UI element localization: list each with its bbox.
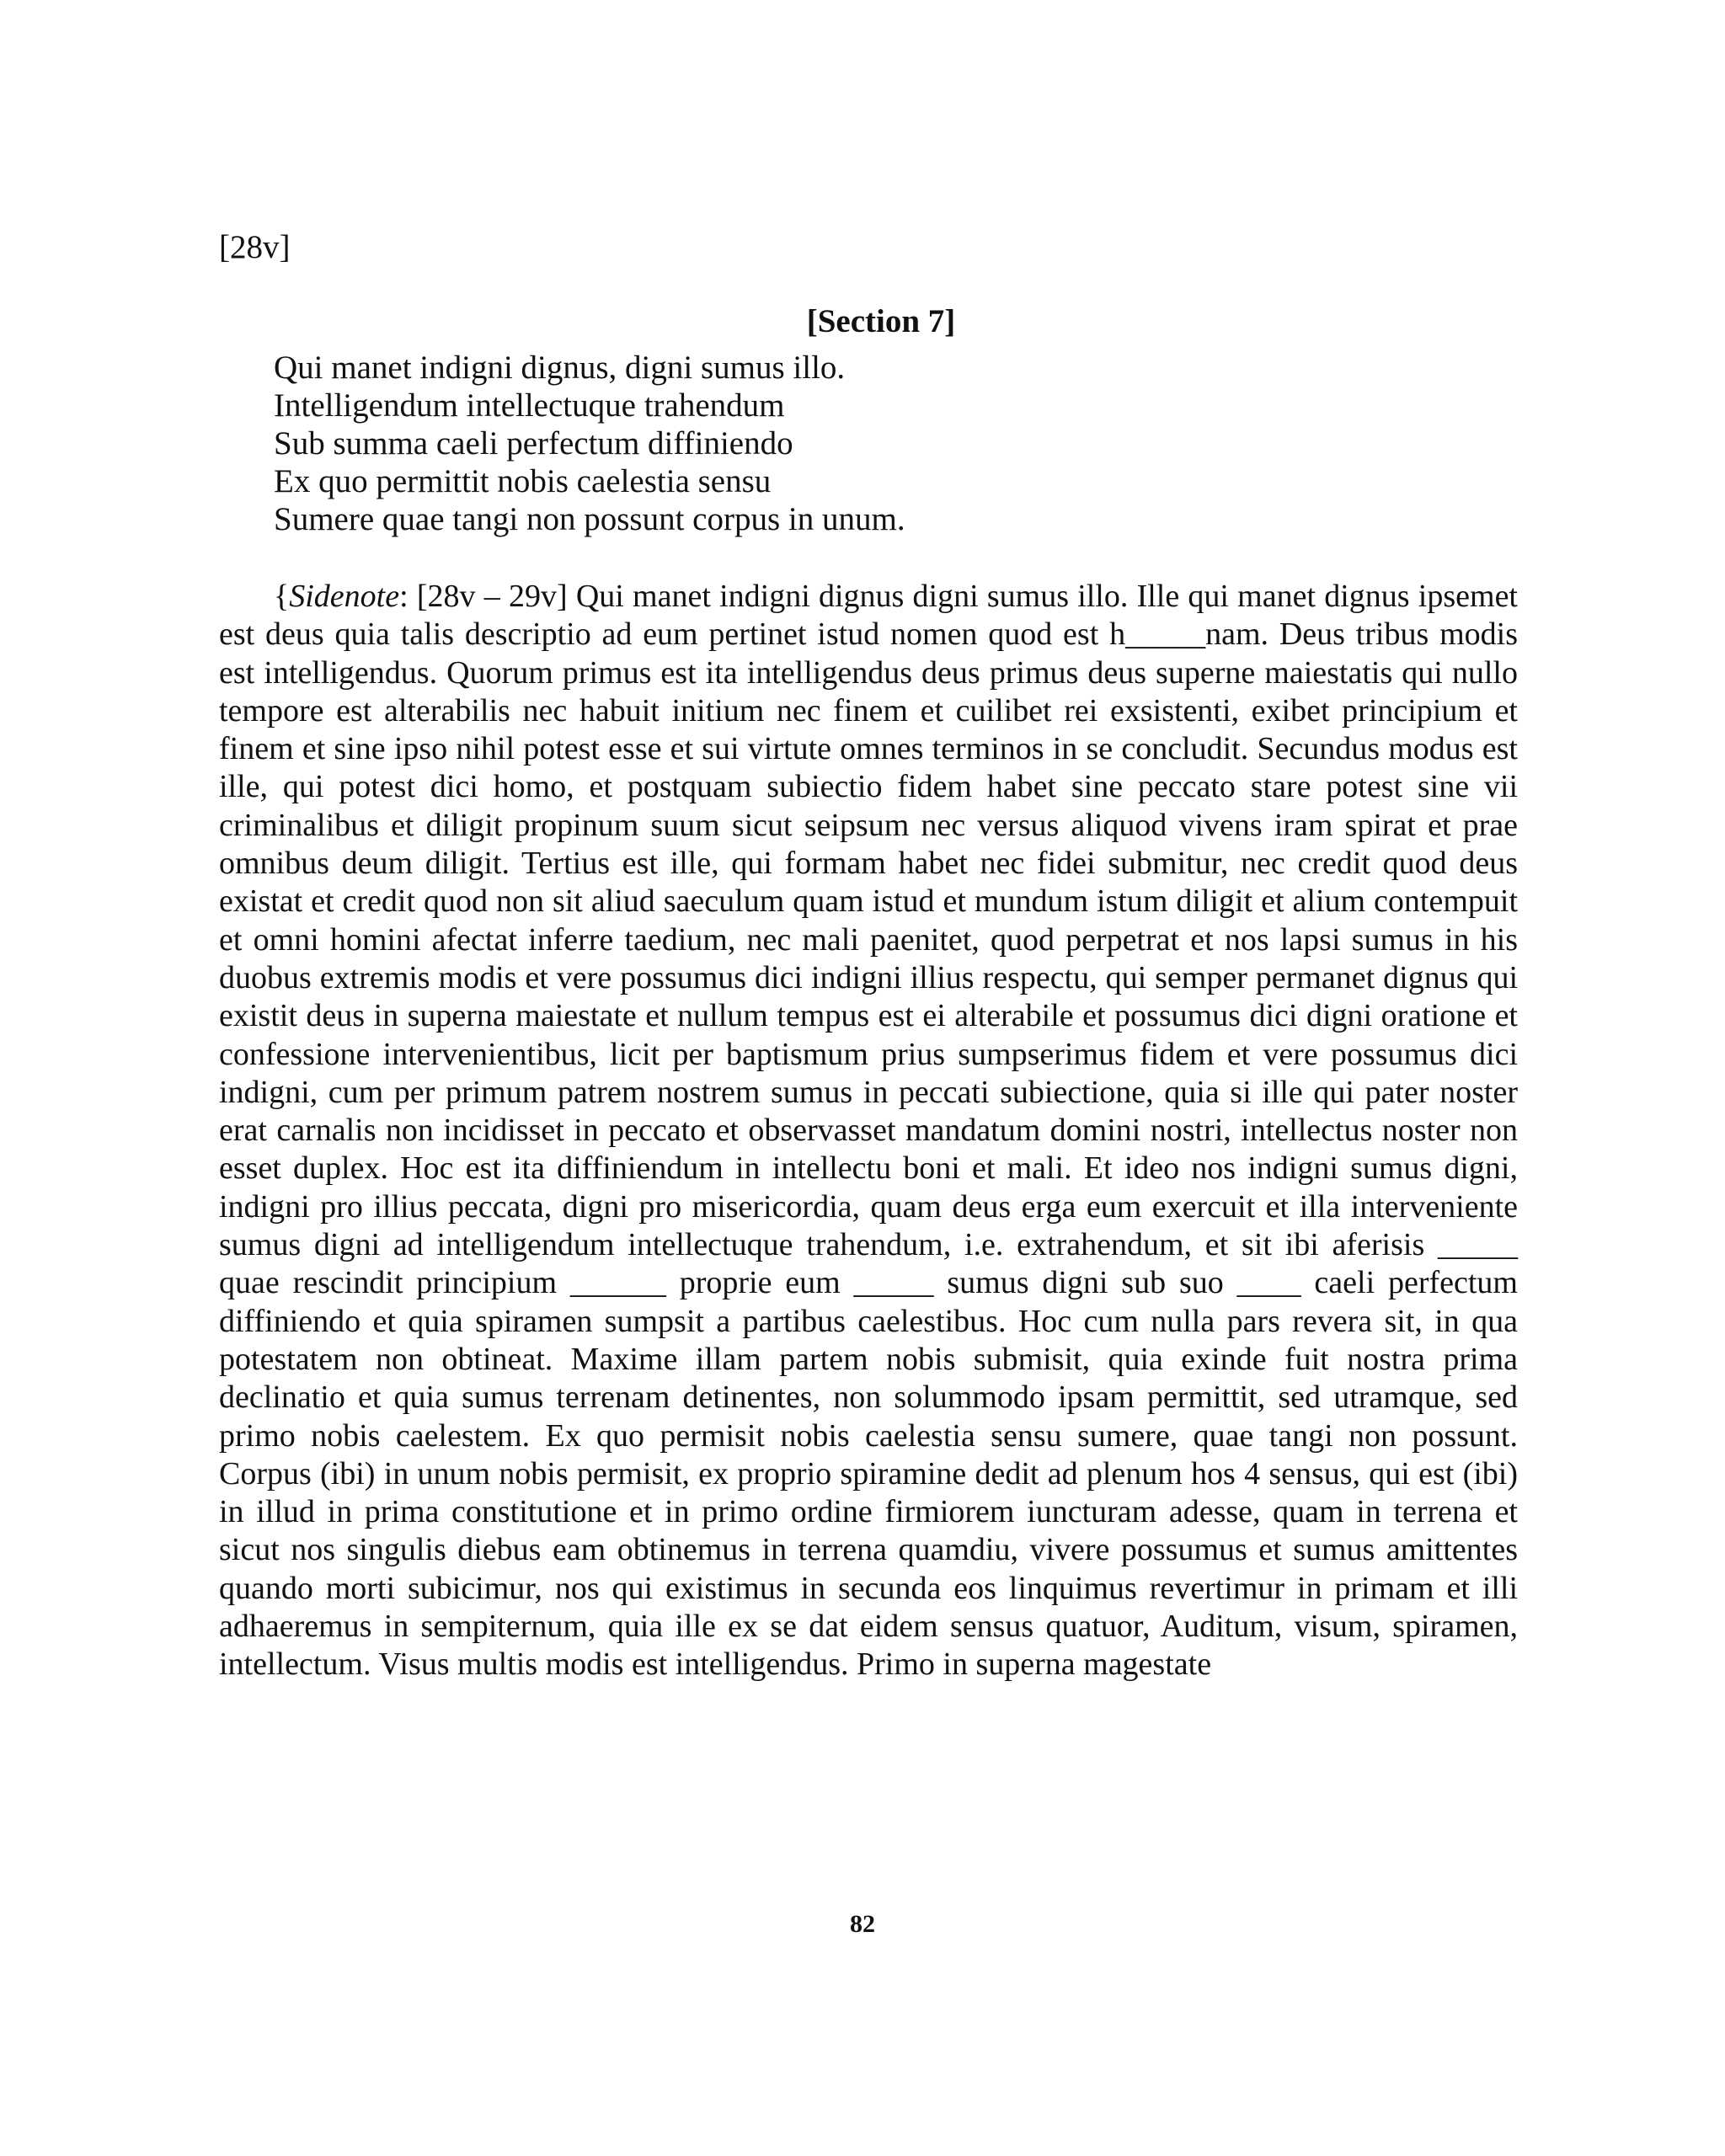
verse-block — [274, 349, 1518, 538]
sidenote-label: Sidenote — [289, 579, 400, 614]
verse-line: Qui manet indigni dignus, digni sumus illo. — [274, 350, 846, 386]
document-page — [219, 227, 1518, 1684]
verse-line: Sumere quae tangi non possunt corpus in unum. — [274, 501, 905, 537]
page-number: 82 — [850, 1910, 875, 1938]
verse-line: Sub summa caeli perfectum diffiniendo — [274, 425, 793, 462]
section-heading: [Section 7] — [806, 303, 956, 339]
sidenote-paragraph — [219, 578, 1518, 1684]
sidenote-open-brace: { — [274, 579, 290, 614]
sidenote-label-colon: : — [399, 579, 409, 614]
folio-marker: [28v] — [219, 229, 291, 265]
sidenote-text: [28v – 29v] Qui manet indigni dignus digni sumus illo. Ille qui manet dignus ipsemet est deus quia talis descriptio ad eum pertinet istud nomen quod est h_____nam. Deus tribus modis est intelligendus. Quorum primus est ita intelligendus deus primus deus superne maiestatis qui nullo tempore est alterabilis nec habuit initium nec finem et cuilibet rei exsistenti, exibet principium et finem et sine ipso nihil potest esse et sui virtute omnes terminos in se concludit. Secundus modus est ille, qui potest dici homo, et postquam subiectio fidem habet sine peccato stare potest sine vii criminalibus et diligit propinum suum sicut seipsum nec versus aliquod vivens iram spirat et prae omnibus deum diligit. Tertius est ille, qui formam habet nec fidei submitur, nec credit quod deus existat et credit quod non sit aliud saeculum quam istud et mundum istum diligit et alium contempuit et omni homini afectat inferre taedium, nec mali paenitet, quod perpetrat et nos lapsi sumus in his duobus extremis modis et vere possumus dici indigni illius respectu, qui semper permanet dignus qui existit deus in superna maiestate et nullum tempus est ei alterabile et possumus dici digni oratione et confessione intervenientibus, licit per baptismum prius sumpserimus fidem et vere possumus dici indigni, cum per primum patrem nostrem sumus in peccati subiectione, quia si ille qui pater noster erat carnalis non incidisset in peccato et observasset mandatum domini nostri, intellectus noster non esset duplex. Hoc est ita diffiniendum in intellectu boni et mali. Et ideo nos indigni sumus digni, indigni pro illius peccata, digni pro misericordia, quam deus erga eum exercuit et illa interveniente sumus digni ad intelligendum intellectuque trahendum, i.e. extrahendum, et sit ibi aferisis _____ quae rescindit principium ______ proprie eum _____ sumus digni sub suo ____ caeli perfectum diffiniendo et quia spiramen sumpsit a partibus caelestibus. Hoc cum nulla pars revera sit, in qua potestatem non obtineat. Maxime illam partem nobis submisit, quia exinde fuit nostra prima declinatio et quia sumus terrenam detinentes, non solummodo ipsam permittit, sed utramque, sed primo nobis caelestem. Ex quo permisit nobis caelestia sensu sumere, quae tangi non possunt. Corpus (ibi) in unum nobis permisit, ex proprio spiramine dedit ad plenum hos 4 sensus, qui est (ibi) in illud in prima constitutione et in primo ordine firmiorem iuncturam adesse, quam in terrena et sicut nos singulis diebus eam obtinemus in terrena quamdiu, vivere possumus et sumus amittentes quando morti subicimur, nos qui existimus in secunda eos linquimus revertimur in primam et illi adhaeremus in sempiternum, quia ille ex se dat eidem sensus quatuor, Auditum, visum, spiramen, intellectum. Visus multis modis est intelligendus. Primo in superna magestate — [219, 579, 1518, 1683]
verse-line: Intelligendum intellectuque trahendum — [274, 387, 785, 424]
verse-line: Ex quo permittit nobis caelestia sensu — [274, 463, 772, 499]
